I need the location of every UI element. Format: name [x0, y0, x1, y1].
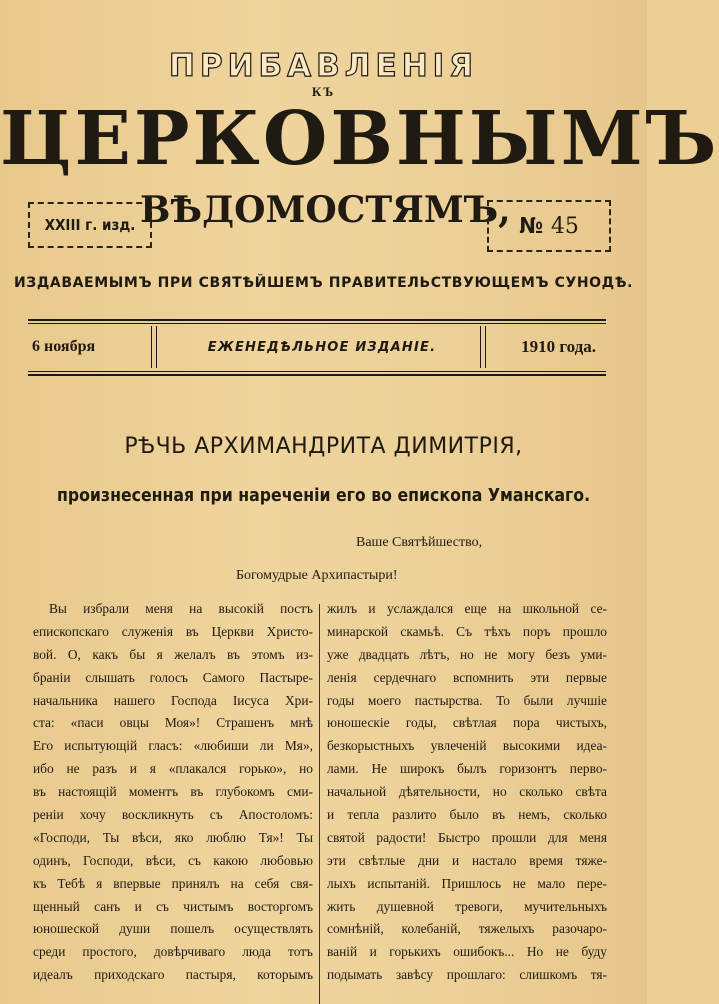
article-title: РѢЧЬ АРХИМАНДРИТА ДИМИТРІЯ,	[124, 434, 523, 459]
text-line: щенный санъ и съ чистымъ восторгомъ	[33, 898, 313, 914]
text-line: минарской скамьѣ. Съ тѣхъ поръ прошло	[327, 623, 607, 639]
text-line: сомнѣній, колебаній, тяжелыхъ разочаро-	[327, 921, 607, 937]
text-line: идеалъ приходскаго пастыря, которымъ	[33, 967, 313, 983]
issue-symbol: №	[519, 213, 543, 239]
text-line: безкорыстныхъ увлеченій высокими идеа-	[327, 738, 607, 754]
issue-year: 1910 года.	[521, 337, 596, 356]
text-line: къ Тебѣ я впервые принялъ на себя свя-	[33, 875, 313, 891]
publisher-line: ИЗДАВАЕМЫМЪ ПРИ СВЯТѢЙШЕМЪ ПРАВИТЕЛЬСТВУЮЩЕМЪ СУНОДѢ.	[13, 275, 634, 291]
text-line: юношескіе годы, свѣтлая пора чистыхъ,	[327, 715, 607, 731]
column-divider	[319, 604, 320, 1004]
year-label: XXIII г. изд.	[44, 216, 136, 234]
text-line: эти свѣтлые дни и настало время тяже-	[327, 852, 607, 868]
date-divider-right	[480, 326, 486, 368]
text-line: ста: «паси овцы Моя»! Страшенъ мнѣ	[33, 715, 313, 731]
text-line: начальной дѣятельности, но сколько свѣта	[327, 784, 607, 800]
text-line: святой радости! Быстро прошли для меня	[327, 829, 607, 845]
text-line: Его испытующій гласъ: «любиши ли Мя»,	[33, 738, 313, 754]
issue-number: 45	[550, 213, 579, 239]
text-line: среди простого, довѣрчиваго люда тотъ	[33, 944, 313, 960]
text-line: «Господи, Ты вѣси, яко люблю Тя»! Ты	[33, 829, 313, 845]
year-box	[28, 202, 152, 248]
text-line: подымать завѣсу прошлаго: слишкомъ тя-	[327, 967, 607, 983]
text-line: браніи слышать голосъ Самого Пастыре-	[33, 669, 313, 685]
text-line: въ настоящій моментъ въ глубокомъ сми-	[33, 784, 313, 800]
text-line: и тепла разлито было въ немъ, сколько	[327, 807, 607, 823]
masthead-subtitle: ВѢДОМОСТЯМЪ,	[140, 189, 511, 231]
top-rule-thin	[28, 323, 606, 324]
text-line: лыхъ испытаній. Пришлось не мало пере-	[327, 875, 607, 891]
salutation-1: Ваше Святѣйшество,	[356, 535, 483, 550]
text-line: ибо не разъ и я «плакался горько», но	[33, 761, 313, 777]
text-line: епископскаго служенія въ Церкви Христо-	[33, 623, 313, 639]
text-line: одинъ, Господи, вѣси, съ какою любовью	[33, 852, 313, 868]
text-line: жить душевной тревоги, мучительныхъ	[327, 898, 607, 914]
issue-box	[487, 200, 611, 252]
top-rule-thick	[28, 319, 606, 321]
article-subtitle: произнесенная при нареченіи его во епископа Уманскаго.	[56, 486, 591, 506]
bottom-rule-thin	[28, 371, 606, 372]
text-line: уже двадцать лѣтъ, но не могу безъ уми-	[327, 646, 607, 662]
text-line: начальника нашего Господа Іисуса Хри-	[33, 692, 313, 708]
text-line: ленія сердечнаго вспомнить эти первые	[327, 669, 607, 685]
masthead-supplement: ПРИБАВЛЕНІЯ	[168, 48, 479, 84]
masthead-to: КЪ	[311, 84, 336, 99]
text-line: Вы избрали меня на высокій постъ	[49, 601, 313, 616]
date-bar	[28, 326, 606, 368]
text-line: юношеской души пошелъ осуществлять	[33, 921, 313, 937]
text-line: лами. Не широкъ былъ горизонтъ перво-	[327, 761, 607, 777]
date-divider-left	[151, 326, 157, 368]
right-column	[327, 598, 607, 987]
issue-date: 6 ноября	[32, 338, 96, 355]
text-line: реніи хочу воскликнуть съ Апостоломъ:	[33, 807, 313, 823]
text-line: годы моего пастырства. То были лучшіе	[327, 692, 607, 708]
salutation-2: Богомудрые Архипастыри!	[236, 568, 398, 583]
bottom-rule-thick	[28, 374, 606, 376]
text-line: ваній и горькихъ ошибокъ... Но не буду	[327, 944, 607, 960]
text-line: жилъ и услаждался еще на школьной се-	[327, 601, 607, 616]
edition-label: ЕЖЕНЕДѢЛЬНОЕ ИЗДАНІЕ.	[207, 339, 437, 355]
left-column	[33, 598, 313, 987]
masthead-title: ЦЕРКОВНЫМЪ	[0, 96, 719, 182]
text-line: вой. О, какъ бы я желалъ въ этомъ из-	[33, 646, 313, 662]
